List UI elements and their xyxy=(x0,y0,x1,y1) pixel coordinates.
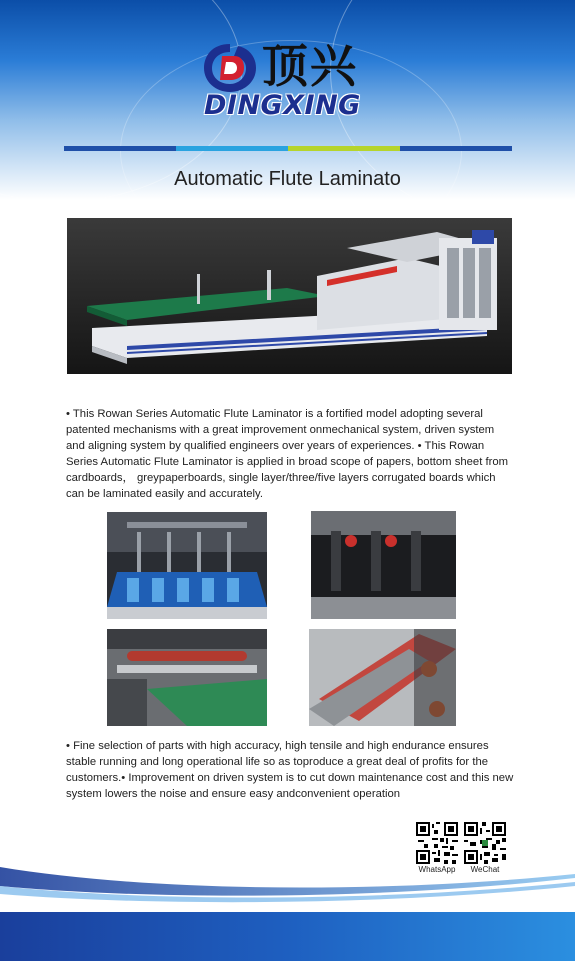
stripe-segment xyxy=(288,146,400,151)
roller-detail-illustration xyxy=(311,511,456,619)
brand-name-chinese: 顶兴 xyxy=(262,39,358,93)
brand-name-english: DINGXING xyxy=(204,90,361,121)
features-paragraph: • Fine selection of parts with high accuracy, high tensile and high endurance ensures stable running and long operational life so as toproduce a great deal of profits for the customers.• Improvement on driven system is to cut down maintenance cost and this new system lowers the noise and ensure easy andconvenient operation xyxy=(66,740,514,800)
stripe-segment xyxy=(400,146,512,151)
stripe-segment xyxy=(176,146,288,151)
wechat-label: WeChat xyxy=(470,865,500,874)
wechat-qr-code-icon xyxy=(464,822,506,864)
color-stripe xyxy=(64,146,512,151)
whatsapp-label: WhatsApp xyxy=(418,865,456,874)
detail-photo-feeder xyxy=(107,512,267,619)
whatsapp-qr-code-icon xyxy=(416,822,458,864)
laminating-unit-illustration xyxy=(107,629,267,726)
feeder-detail-illustration xyxy=(107,512,267,619)
page-title: Automatic Flute Laminato xyxy=(174,168,401,190)
stripe-segment xyxy=(64,146,176,151)
footer-banner xyxy=(0,862,575,961)
detail-photo-rollers xyxy=(311,511,456,619)
machine-hero-image xyxy=(67,218,512,374)
intro-paragraph: • This Rowan Series Automatic Flute Laminator is a fortified model adopting several patented mechanisms with a great improvement onmechanical system, driven system and aligning system by qualified engineers over years of experiences. • This Rowan Series Automatic Flute Laminator is applied in broad scope of papers, bottom sheet from cardboards， greypaperboards, single layer/three/five layers corrugated boards which can be laminated easily and accurately. xyxy=(66,408,509,500)
glue-roller-illustration xyxy=(309,629,456,726)
footer-swoosh-illustration xyxy=(0,862,575,961)
detail-photo-laminating-unit xyxy=(107,629,267,726)
laminator-machine-illustration xyxy=(67,218,512,374)
brand-logo xyxy=(200,38,400,120)
logo-mark-icon xyxy=(200,40,260,96)
detail-photo-glue-roller xyxy=(309,629,456,726)
